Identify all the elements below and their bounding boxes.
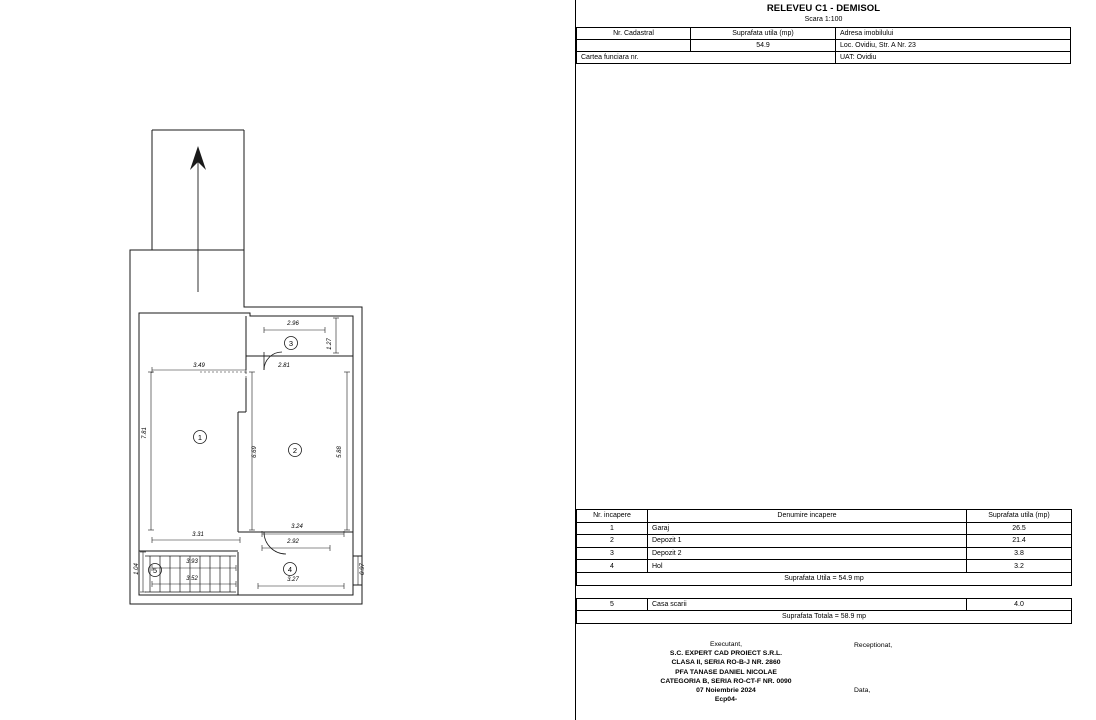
room-number-labels (153, 339, 297, 575)
room-name: Casa scarii (648, 598, 967, 611)
dimension-text: 3.24 (291, 524, 303, 530)
header-table (576, 27, 1071, 64)
table-row (577, 535, 1072, 548)
cartea-funciara-label: Cartea funciara nr. (577, 52, 836, 64)
company-name: S.C. EXPERT CAD PROIECT S.R.L. (669, 650, 783, 658)
sheet-scale: Scara 1:100 (804, 16, 843, 23)
room-area: 4.0 (967, 598, 1072, 611)
room-area: 3.2 (967, 560, 1072, 573)
table-row (577, 598, 1072, 611)
nr-cadastral-label: Nr. Cadastral (577, 28, 691, 40)
room-area: 21.4 (967, 535, 1072, 548)
dimension-text: 3.52 (186, 576, 198, 582)
total-row (577, 611, 1072, 624)
suprafata-utila-value: 54.9 (691, 40, 836, 52)
receptionat-label: Receptionat, (854, 642, 893, 649)
adresa-label: Adresa imobilului (836, 28, 1071, 40)
room-name: Hol (648, 560, 967, 573)
room-nr: 3 (577, 547, 648, 560)
subtotal-text: Suprafata Utila = 54.9 mp (577, 572, 1072, 585)
uat-label: UAT: Ovidiu (836, 52, 1071, 64)
dimension-text: 6.69 (252, 446, 258, 458)
title-block-sheet (575, 0, 1071, 720)
sheet-title: RELEVEU C1 - DEMISOL (766, 3, 881, 14)
table-header-row (577, 510, 1072, 523)
dimension-text: 5.88 (337, 446, 343, 458)
room-nr: 1 (577, 522, 648, 535)
executant-label: Executant, (709, 641, 743, 648)
dimension-text: 0.97 (360, 563, 366, 575)
dimension-text: 2.92 (287, 539, 299, 545)
dimension-text: 1.27 (327, 338, 333, 350)
dimension-text: 3.49 (193, 363, 205, 369)
col-header-name: Denumire incapere (648, 510, 967, 523)
dimension-text: 2.81 (278, 363, 290, 369)
room-marker-1: 1 (197, 433, 203, 442)
room-nr: 4 (577, 560, 648, 573)
dimension-text: 1.04 (134, 563, 140, 575)
table-row (577, 522, 1072, 535)
room-name: Depozit 2 (648, 547, 967, 560)
dimension-text: 7.81 (142, 427, 148, 439)
table-row (577, 547, 1072, 560)
room-marker-4: 4 (287, 565, 293, 574)
room-area: 3.8 (967, 547, 1072, 560)
room-nr: 5 (577, 598, 648, 611)
pfa-name: PFA TANASE DANIEL NICOLAE (675, 668, 777, 676)
dimension-text: 3.31 (192, 532, 204, 538)
data-label: Data, (854, 687, 871, 694)
room-name: Garaj (648, 522, 967, 535)
adresa-value: Loc. Ovidiu, Str. A Nr. 23 (836, 40, 1071, 52)
room-marker-3: 3 (288, 339, 294, 348)
room-schedule (576, 509, 1072, 624)
room-marker-5: 5 (152, 566, 158, 575)
signature-block (576, 636, 1072, 720)
col-header-area: Suprafata utila (mp) (967, 510, 1072, 523)
total-text: Suprafata Totala = 58.9 mp (577, 611, 1072, 624)
col-header-nr: Nr. incapere (577, 510, 648, 523)
room-nr: 2 (577, 535, 648, 548)
executant-block (576, 640, 876, 704)
spacer-row (577, 585, 1072, 598)
company-class: CLASA II, SERIA RO-B-J NR. 2860 (671, 659, 781, 667)
subtotal-row (577, 572, 1072, 585)
issue-date: 07 Noiembrie 2024 (696, 687, 756, 695)
room-name: Depozit 1 (648, 535, 967, 548)
document-code: Ecp04- (714, 696, 738, 704)
pfa-category: CATEGORIA B, SERIA RO-CT-F NR. 0090 (660, 677, 792, 685)
schedule-table (576, 509, 1072, 624)
dimension-labels (134, 321, 366, 583)
nr-cadastral-value (577, 40, 691, 52)
suprafata-utila-label: Suprafata utila (mp) (691, 28, 836, 40)
dimension-text: 2.96 (287, 321, 299, 327)
room-marker-2: 2 (292, 446, 298, 455)
table-row (577, 52, 1071, 64)
dimension-text: 3.27 (287, 577, 299, 583)
dimension-text: 3.93 (186, 559, 198, 565)
table-row (577, 28, 1071, 40)
table-row (577, 560, 1072, 573)
room-area: 26.5 (967, 522, 1072, 535)
table-row (577, 40, 1071, 52)
